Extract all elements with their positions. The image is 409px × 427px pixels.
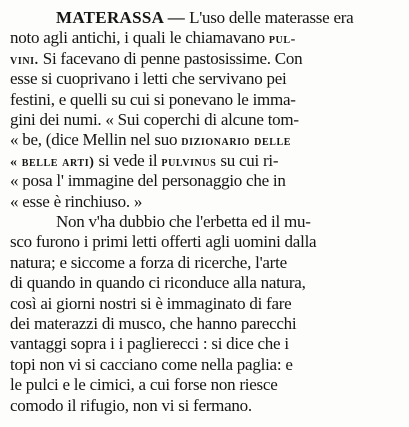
text-line: comodo il rifugio, non vi si fermano. [10,395,252,415]
small-caps-term: dizionario delle [181,134,292,150]
small-caps-term: « belle arti) [10,154,95,170]
entry-heading: MATERASSA — [56,8,186,27]
text-run: « be, (dice Mellin nel suo [10,130,178,150]
text-line: « esse è rinchiuso. » [10,191,143,211]
text-line: così ai giorni nostri si è immaginato di fare [10,293,292,313]
text-run: su cui ri- [220,150,279,170]
text-run: noto agli antichi, i quali le chiamavano [10,28,265,48]
text-line: dei materazzi di musco, che hanno parecchi [10,314,297,333]
text-line [10,49,404,69]
text-run: si vede il [98,150,158,170]
text-line [10,130,404,150]
text-line: di quando in quando ci riconduce alla natura, [10,273,306,293]
small-caps-term: pulvinus [161,154,217,170]
text-run: L'uso delle materasse era [189,8,354,27]
text-line [10,8,404,28]
text-line: esse si cuoprivano i letti che servivano pei [10,69,287,89]
text-line [10,28,404,48]
text-line: natura; e siccome a forza di ricerche, l'arte [10,252,287,272]
text-line: Non v'ha dubbio che l'erbetta ed il mu- [56,212,311,231]
text-line: topi non vi si cacciano come nella paglia: e [10,354,293,374]
small-caps-term: pul- [268,32,296,48]
text-line: gini dei numi. « Sui coperchi di alcune tom- [10,110,299,129]
small-caps-term: vini. [10,52,39,68]
text-line [10,151,404,171]
text-line: le pulci e le cimici, a cui forse non riesce [10,375,278,395]
text-line: vantaggi sopra i i paglierecci : si dice che i [10,334,289,354]
text-run: Si facevano di penne pastosissime. Con [42,48,303,68]
text-line: festini, e quelli su cui si ponevano le imma- [10,89,296,109]
text-line: sco furono i primi letti offerti agli uomini dalla [10,232,317,252]
text-line: « posa l' immagine del personaggio che in [10,171,286,191]
